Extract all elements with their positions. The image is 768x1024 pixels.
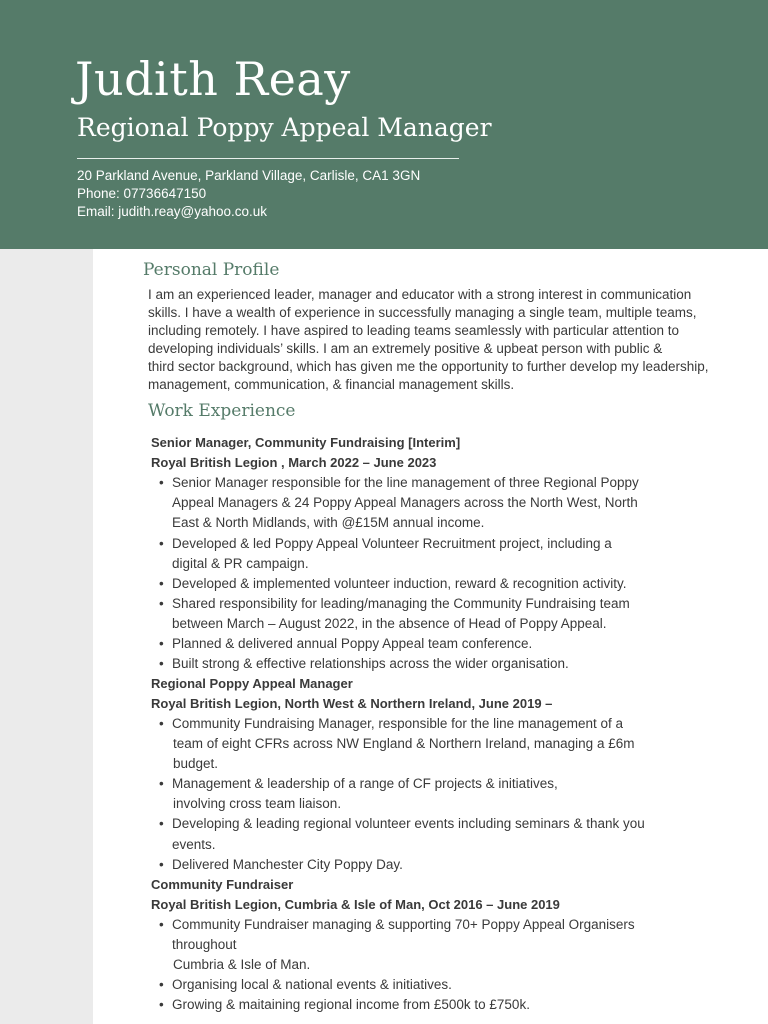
bullet-text: Community Fundraising Manager, responsible for the line management of a [172,716,623,731]
bullet-point: • [159,656,164,671]
bullet-point: • [159,977,164,992]
contact-phone: Phone: 07736647150 [77,186,207,201]
bullet-text: events. [172,837,216,852]
header-divider [77,158,459,159]
bullet-text: digital & PR campaign. [172,556,309,571]
bullet-text: Developing & leading regional volunteer events including seminars & thank you [172,816,645,831]
contact-address: 20 Parkland Avenue, Parkland Village, Carlisle, CA1 3GN [77,168,421,183]
bullet-text: Senior Manager responsible for the line management of three Regional Poppy [172,475,639,490]
profile-text-line: I am an experienced leader, manager and educator with a strong interest in communication [148,287,692,302]
experience-section-title: Work Experience [148,401,296,421]
bullet-text: Management & leadership of a range of CF projects & initiatives, [172,776,558,791]
job-organisation: Royal British Legion , March 2022 – June 2023 [151,455,437,470]
bullet-text: Organising local & national events & initiatives. [172,977,452,992]
profile-text-line: management, communication, & financial management skills. [148,377,515,392]
bullet-text: throughout [172,937,237,952]
bullet-point: • [159,636,164,651]
bullet-point: • [159,917,164,932]
job-role: Regional Poppy Appeal Manager [151,676,353,691]
bullet-point: • [159,716,164,731]
bullet-text: Growing & maitaining regional income from £500k to £750k. [172,997,530,1012]
profile-text-line: including remotely. I have aspired to leading teams seamlessly with particular attention to [148,323,680,338]
bullet-text: team of eight CFRs across NW England & Northern Ireland, managing a £6m [173,736,635,751]
profile-text-line: third sector background, which has given me the opportunity to further develop my leadership, [148,359,709,374]
candidate-name: Judith Reay [75,52,351,106]
bullet-point: • [159,475,164,490]
bullet-text: East & North Midlands, with @£15M annual income. [172,515,485,530]
bullet-text: Developed & led Poppy Appeal Volunteer Recruitment project, including a [172,536,612,551]
left-sidebar [0,249,93,1024]
bullet-point: • [159,816,164,831]
bullet-point: • [159,776,164,791]
candidate-job-title: Regional Poppy Appeal Manager [77,113,492,142]
bullet-point: • [159,997,164,1012]
bullet-text: between March – August 2022, in the absence of Head of Poppy Appeal. [172,616,607,631]
contact-email: Email: judith.reay@yahoo.co.uk [77,204,268,219]
profile-section-title: Personal Profile [143,260,280,280]
bullet-text: Community Fundraiser managing & supporting 70+ Poppy Appeal Organisers [172,917,635,932]
bullet-text: Developed & implemented volunteer induction, reward & recognition activity. [172,576,627,591]
bullet-point: • [159,596,164,611]
bullet-text: involving cross team liaison. [173,796,342,811]
header-banner [0,0,768,249]
bullet-text: Built strong & effective relationships across the wider organisation. [172,656,569,671]
job-role: Senior Manager, Community Fundraising [Interim] [151,435,461,450]
bullet-text: budget. [173,756,219,771]
bullet-point: • [159,576,164,591]
job-organisation: Royal British Legion, North West & Northern Ireland, June 2019 – [151,696,553,711]
bullet-text: Planned & delivered annual Poppy Appeal team conference. [172,636,533,651]
profile-text-line: developing individuals’ skills. I am an extremely positive & upbeat person with public & [148,341,663,356]
bullet-text: Delivered Manchester City Poppy Day. [172,857,403,872]
bullet-point: • [159,536,164,551]
profile-text-line: skills. I have a wealth of experience in successfully managing a single team, multiple teams, [148,305,697,320]
job-organisation: Royal British Legion, Cumbria & Isle of Man, Oct 2016 – June 2019 [151,897,560,912]
bullet-text: Shared responsibility for leading/managing the Community Fundraising team [172,596,630,611]
bullet-text: Cumbria & Isle of Man. [173,957,311,972]
bullet-point: • [159,857,164,872]
bullet-text: Appeal Managers & 24 Poppy Appeal Managers across the North West, North [172,495,638,510]
job-role: Community Fundraiser [151,877,294,892]
